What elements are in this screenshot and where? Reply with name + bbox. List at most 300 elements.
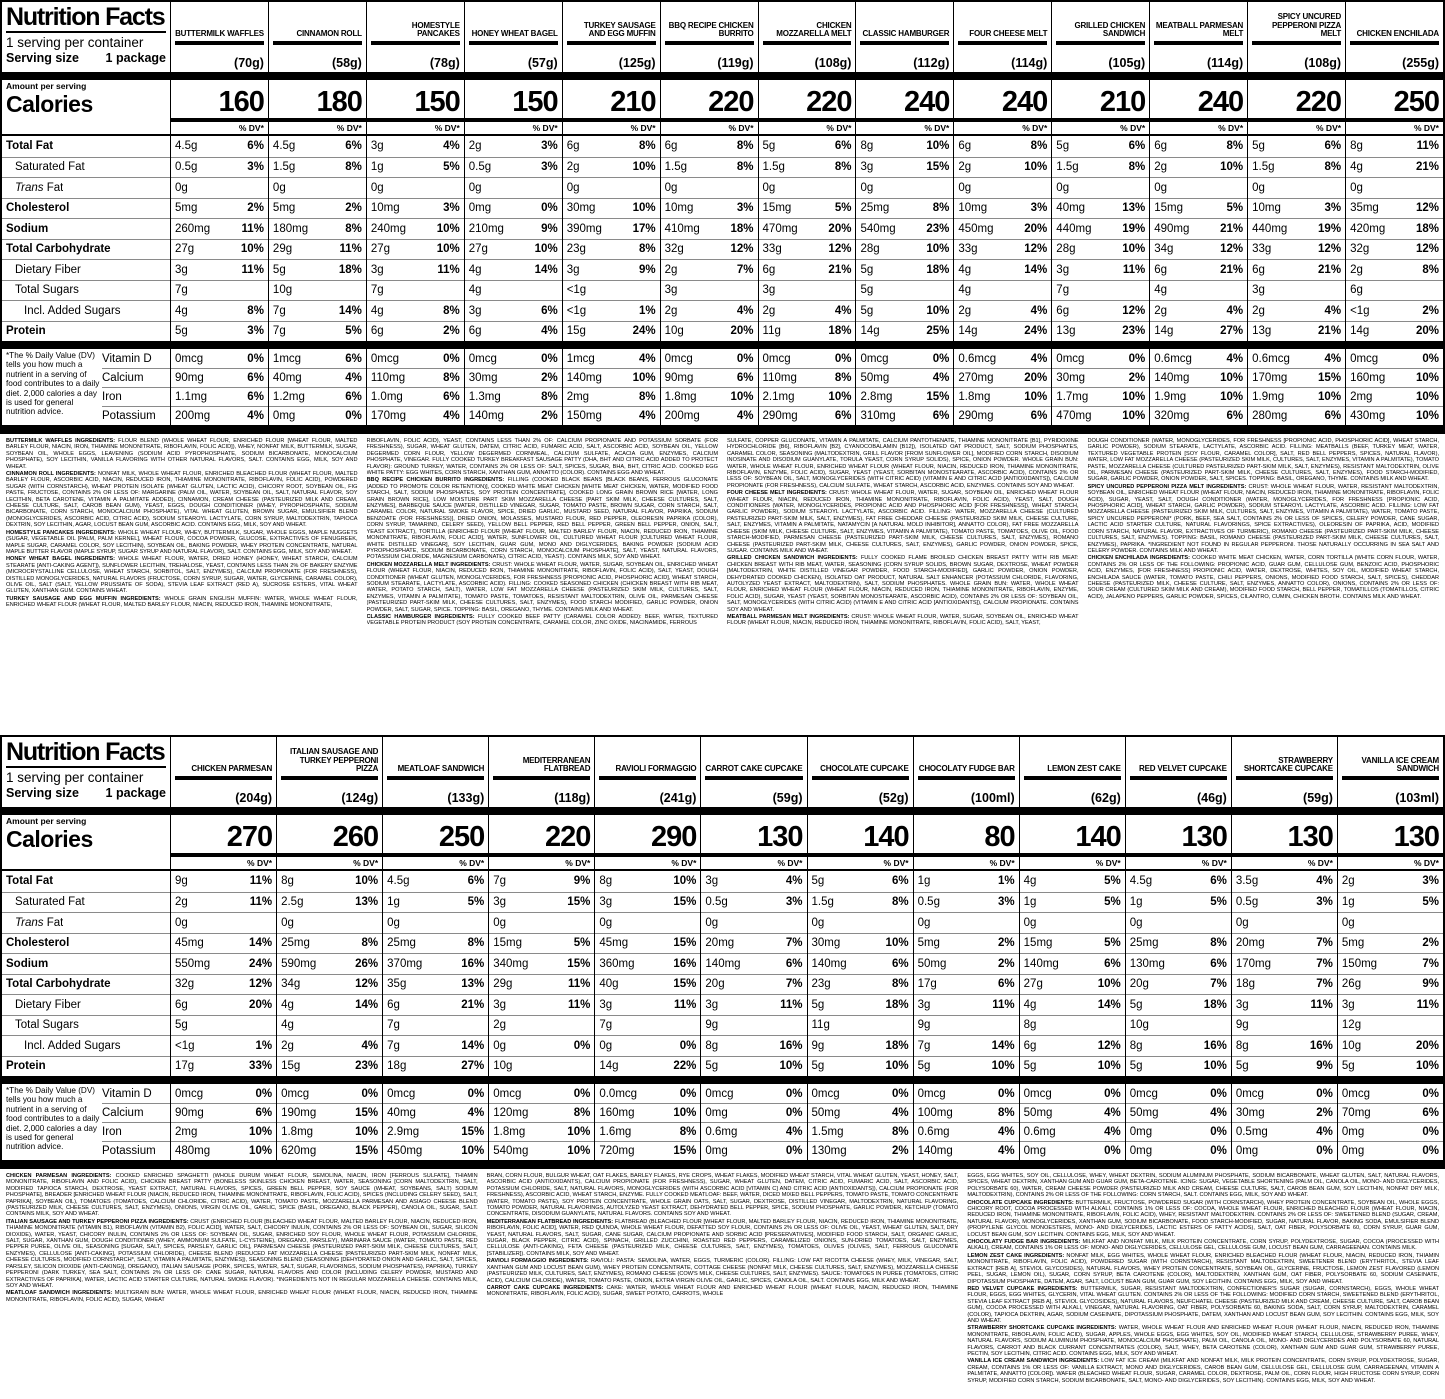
label-header — [2, 2, 170, 72]
nutrient-value-row — [1020, 871, 1125, 892]
vitamin-value-row — [1232, 1141, 1337, 1160]
nutrient-daily-value: 24% — [249, 957, 273, 970]
nutrient-amount: 3g — [917, 998, 931, 1011]
product-column-meatball-parmesan-melt — [1149, 2, 1247, 432]
nutrient-value-row — [1232, 953, 1337, 974]
vitamin-value-row — [914, 1141, 1019, 1160]
nutrient-daily-value: 9% — [573, 875, 591, 888]
product-name: CLASSIC HAMBURGER — [862, 29, 950, 39]
separator-bar — [1346, 341, 1443, 349]
nutrient-value-row — [661, 239, 758, 260]
ingredients-paragraph: STRAWBERRY SHORTCAKE CUPCAKE INGREDIENTS: WATER, WHOLE WHEAT FLOUR AND ENRICHED WHEAT FLOUR (WHEAT FLOUR, NIACIN, REDUCED IRON, THIAMINE MONONITRATE, RIBOFLAVIN, FOLIC ACID), SUGAR, APPLES, WHOLE EGGS, EGG WHITES, SOY OIL, MODIFIED WHEAT STARCH, CELLULOSE, STRAWBERRY PUREE, WHEY, NATURAL FLAVORS, SODIUM ALUMINUM PHOSPHATE, MONOCALCIUM PHOSPHATE), PALM OIL, CANOLA OIL, MONO- AND DIGLYCERIDES AND POLYSORBATE 60, NATURAL FLAVORS, CARROT AND BLACK CURRANT CONCENTRATES (COLOR), SALT, WHEY, BETA CAROTENE (COLOR), XANTHAN GUM AND GUAR GUM, STRAWBERRY PUREE, PECTIN, SOY LECITHIN, CITRIC ACID. CONTAINS EGG, MILK, SOY AND WHEAT. — [967, 1325, 1440, 1357]
vitamin-value-row — [277, 1141, 382, 1160]
nutrient-amount: 0g — [599, 1039, 613, 1052]
nutrient-value-row — [661, 198, 758, 219]
vitamin-daily-value: 0% — [1104, 1087, 1121, 1100]
vitamin-value-row — [489, 1122, 594, 1141]
vitamin-amount: 2.1mg — [762, 391, 795, 403]
nutrient-daily-value: 10% — [885, 937, 909, 950]
separator-bar — [759, 341, 856, 349]
product-header — [367, 2, 464, 72]
calories-label: Calories — [6, 91, 93, 117]
product-calories-value: 260 — [277, 815, 382, 857]
product-name: MEDITERRANEAN FLATBREAD — [522, 755, 591, 774]
nutrient-value-row — [1126, 892, 1231, 913]
vitamin-daily-value: 10% — [1415, 410, 1439, 422]
nutrient-value-row — [1346, 300, 1443, 321]
nutrient-daily-value: 3% — [998, 896, 1015, 909]
vitamin-value-row — [367, 368, 464, 387]
ingredients-heading: MEATBALL PARMESAN MELT INGREDIENTS: — [727, 613, 852, 620]
vitamin-amount: 1mcg — [566, 352, 595, 365]
panel-entrees-and-desserts — [0, 735, 1445, 1399]
serving-size-value: 1 package — [105, 786, 166, 800]
nutrient-value-row — [367, 239, 464, 260]
nutrient-amount: 25mg — [387, 937, 416, 950]
vitamin-value-row — [595, 1122, 700, 1141]
nutrient-value-row — [171, 280, 268, 301]
nutrient-amount: 3g — [1252, 284, 1265, 297]
nutrient-daily-value: 18% — [1415, 222, 1439, 235]
vitamin-value-row — [914, 1084, 1019, 1103]
vitamin-daily-value: 10% — [249, 1126, 273, 1138]
vitamin-value-row — [563, 349, 660, 368]
nutrient-value-row — [1346, 157, 1443, 178]
ingredients-paragraph: BUTTERMILK WAFFLES INGREDIENTS: FLOUR BLEND (WHOLE WHEAT FLOUR, ENRICHED FLOUR [WHEAT FLOUR, MALTED BARLEY FLOUR, NIACIN, IRON, THIAMINE MONONITRATE, RIBOFLAVIN, FOLIC ACID]), WHEY, NONFAT MILK, BUTTERMILK, SUGAR, SOYBEAN OIL, WHOLE EGGS, LEAVENING (SODIUM ACID PYROPHOSPHATE, SODIUM BICARBONATE, MONOCALCIUM PHOSPHATE), SOY LECITHIN, VANILLA FLAVORING WITH OTHER NATURAL FLAVORS, SALT. CONTAINS EGG, MILK, SOY AND WHEAT. — [6, 438, 358, 470]
nutrient-amount: 0g — [1252, 181, 1265, 194]
nutrient-amount: 30mg — [566, 202, 596, 215]
nutrient-amount: 4g — [281, 1019, 294, 1032]
vitamin-daily-value: 10% — [461, 1145, 485, 1157]
nutrient-amount: 0.5g — [175, 161, 198, 174]
separator-bar — [171, 807, 276, 815]
nutrient-amount: 30mg — [811, 937, 841, 950]
vitamin-daily-value: 4% — [638, 410, 656, 422]
nutrient-amount: 6g — [1056, 304, 1070, 317]
nutrient-value-row — [269, 321, 366, 342]
product-calories-value: 150 — [367, 80, 464, 122]
nutrient-amount: 360mg — [599, 957, 635, 970]
serving-size-value: 1 package — [105, 51, 166, 65]
nutrient-value-row — [489, 912, 594, 933]
nutrient-amount: 2g — [281, 1039, 294, 1052]
nutrient-amount: 4g — [958, 263, 972, 276]
vitamin-value-row — [489, 1141, 594, 1160]
nutrient-amount: 0g — [664, 181, 678, 194]
product-column-strawberry-shortcake-cupcake — [1231, 737, 1337, 1167]
nutrient-daily-value: 18% — [926, 263, 950, 276]
nutrient-amount: 4g — [468, 263, 482, 276]
nutrient-amount: 420mg — [1350, 222, 1386, 235]
nutrient-daily-value: 0% — [573, 1039, 591, 1052]
product-calories-value: 240 — [1150, 80, 1247, 122]
nutrient-value-row — [1052, 239, 1149, 260]
nutrient-value-row — [367, 321, 464, 342]
nutrient-daily-value: 12% — [1024, 243, 1048, 256]
nutrient-value-row — [269, 198, 366, 219]
nutrient-value-row — [595, 1015, 700, 1036]
vitamin-value-row — [759, 368, 856, 387]
product-calories-value: 220 — [759, 80, 856, 122]
vitamin-value-row — [1338, 1141, 1443, 1160]
nutrient-label: Dietary Fiber — [15, 998, 81, 1011]
nutrient-amount: 1g — [387, 896, 400, 909]
end-bar — [1338, 1160, 1443, 1167]
nutrient-daily-value: 6% — [891, 875, 909, 888]
nutrient-value-row — [701, 912, 806, 933]
nutrient-daily-value: 8% — [1226, 140, 1244, 153]
vitamin-amount: 0.6mcg — [958, 352, 997, 365]
nutrient-amount: 4g — [958, 284, 972, 297]
vitamin-amount: 30mg — [1235, 1107, 1265, 1119]
nutrient-daily-value: 8% — [345, 161, 362, 174]
separator-bar — [367, 341, 464, 349]
nutrient-amount: 0.5g — [468, 161, 492, 174]
end-bar — [1020, 1160, 1125, 1167]
nutrient-value-row — [661, 280, 758, 301]
vitamin-amount: 130mg — [811, 1145, 847, 1157]
product-column-ravioli-formaggio — [594, 737, 700, 1167]
product-name: HONEY WHEAT BAGEL — [471, 29, 558, 39]
nutrient-daily-value: 18% — [1203, 998, 1227, 1011]
dv-header: % DV* — [277, 857, 382, 871]
vitamin-value-row — [1126, 1103, 1231, 1122]
nutrient-value-row — [1150, 136, 1247, 157]
nutrient-amount: 23g — [566, 243, 586, 256]
vitamin-value-row — [856, 387, 953, 406]
nutrient-label-bold: Cholesterol — [6, 202, 70, 215]
ingredients-heading: CHOCOLATY FUDGE BAR INGREDIENTS: — [967, 1239, 1083, 1246]
vitamin-daily-value: 4% — [1210, 1107, 1227, 1119]
nutrient-value-row — [171, 933, 276, 954]
nutrient-daily-value: 6% — [1210, 957, 1227, 970]
product-header — [171, 2, 268, 72]
nutrient-value-row — [1052, 259, 1149, 280]
nutrient-amount: 540mg — [860, 222, 896, 235]
nutrient-amount: 3g — [664, 284, 678, 297]
nutrient-amount: 15mg — [493, 937, 523, 950]
vitamin-daily-value: 10% — [1220, 372, 1244, 384]
vitamin-value-row — [1150, 406, 1247, 425]
vitamin-amount: 0mg — [1129, 1126, 1153, 1138]
vitamin-names — [102, 349, 170, 425]
nutrient-value-row — [489, 1056, 594, 1077]
nutrient-value-row — [367, 136, 464, 157]
vitamin-daily-value: 0% — [1316, 1145, 1333, 1157]
nutrient-amount: 10mg — [664, 202, 694, 215]
end-bar — [383, 1160, 488, 1167]
nutrient-amount: 6g — [387, 998, 400, 1011]
nutrient-daily-value: 21% — [1220, 263, 1244, 276]
nutrient-amount: 0g — [1154, 181, 1168, 194]
nutrient-amount: 3g — [705, 875, 719, 888]
separator-bar — [1248, 72, 1345, 80]
vitamin-daily-value: 0% — [998, 1087, 1015, 1100]
vitamin-daily-value: 6% — [247, 391, 264, 403]
nutrient-amount: 5g — [1341, 1060, 1355, 1073]
nutrient-amount: 45mg — [175, 937, 204, 950]
vitamin-value-row — [701, 1103, 806, 1122]
nutrient-amount: 14g — [599, 1060, 619, 1073]
nutrient-daily-value: 10% — [240, 243, 264, 256]
nutrient-value-row — [277, 1035, 382, 1056]
vitamin-amount: 0mcg — [917, 1087, 946, 1100]
nutrient-daily-value: 13% — [355, 896, 379, 909]
nutrient-daily-value: 5% — [443, 161, 460, 174]
vitamin-amount: 1.1mg — [175, 391, 207, 403]
vitamin-amount: 40mg — [272, 372, 302, 384]
vitamin-value-row — [759, 349, 856, 368]
vitamin-value-row — [595, 1084, 700, 1103]
product-serving-size: (78g) — [429, 56, 460, 70]
nutrient-label-row — [2, 321, 170, 342]
separator-bar — [1052, 341, 1149, 349]
separator-bar — [277, 807, 382, 815]
nutrient-daily-value: 11% — [241, 263, 264, 276]
nutrient-amount: 45mg — [599, 937, 629, 950]
separator-bar — [1150, 72, 1247, 80]
nutrient-daily-value: 8% — [247, 304, 264, 317]
nutrient-daily-value: 16% — [461, 957, 485, 970]
nutrient-daily-value: 16% — [779, 1039, 803, 1052]
vitamin-label: Calcium — [102, 368, 170, 387]
vitamin-value-row — [465, 406, 562, 425]
separator-bar — [701, 807, 806, 815]
end-bar — [1232, 1160, 1337, 1167]
nutrient-value-row — [171, 1035, 276, 1056]
nutrient-daily-value: 1% — [998, 875, 1015, 888]
dv-header: % DV* — [954, 122, 1051, 136]
nutrient-label-row — [2, 198, 170, 219]
nutrient-amount: 6g — [664, 140, 678, 153]
product-serving-size: (255g) — [1402, 56, 1439, 70]
nutrient-amount: 14g — [1350, 325, 1370, 338]
vitamin-daily-value: 8% — [573, 1107, 591, 1119]
nutrient-label-bold: Cholesterol — [6, 937, 70, 950]
vitamin-daily-value: 0% — [1422, 1126, 1439, 1138]
nutrient-value-row — [1346, 280, 1443, 301]
nutrient-amount: 9g — [811, 1039, 825, 1052]
ingredients-paragraph: HONEY WHEAT BAGEL INGREDIENTS: WHOLE WHEAT FLOUR, WATER, DRIED HONEY (HONEY, WHEAT STARCH, CALCIUM STEARATE [ANTI-CAKING AGENT]), SUNFLOWER LECITHIN, TREHALOSE, YEAST, CONTAINS LESS THAN 2% OF BAKERY ENZYME (MICROCRYSTALLINE CELLULOSE, WHEAT STARCH, SORBITOL, SALT, ENZYMES), CALCIUM PROPIONATE (FOR FRESHNESS), DISTILLED MONOGLYCERIDES, NATURAL FLAVORS (FRUCTOSE, CORN SYRUP, SUGAR, WATER, GLYCERINE, CARAMEL COLOR), OLIVE OIL, SALT (SALT, YELLOW PRUSSIATE OF SODA), STEVIA LEAF EXTRACT (RED A), SUCROSE ESTERS, VITAL WHEAT GLUTEN, XANTHAN GUM. CONTAINS WHEAT. — [6, 556, 358, 595]
nutrient-label-row — [2, 300, 170, 321]
nutrient-value-row — [1338, 974, 1443, 995]
vitamin-value-row — [759, 406, 856, 425]
separator-bar — [465, 341, 562, 349]
vitamin-value-row — [563, 368, 660, 387]
nutrient-amount: 10mg — [1252, 202, 1281, 215]
nutrient-value-row — [759, 136, 856, 157]
nutrient-amount: 0g — [370, 181, 384, 194]
product-serving-size: (103ml) — [1395, 791, 1439, 805]
vitamin-amount: 290mg — [958, 410, 994, 422]
ingredients-heading: TURKEY SAUSAGE AND EGG MUFFIN INGREDIENTS: — [6, 595, 165, 602]
product-serving-size: (124g) — [341, 791, 379, 805]
vitamin-amount: 1.9mg — [1154, 391, 1187, 403]
nutrient-daily-value: 11% — [1416, 140, 1439, 153]
vitamin-daily-value: 2% — [891, 1145, 909, 1157]
nutrient-daily-value: 6% — [1210, 875, 1227, 888]
nutrient-value-row — [759, 280, 856, 301]
nutrient-value-row — [171, 300, 268, 321]
vitamin-daily-value: 4% — [891, 1107, 909, 1119]
nutrient-value-row — [171, 1056, 276, 1077]
nutrient-value-row — [808, 1056, 913, 1077]
nutrient-amount: 0g — [175, 916, 188, 929]
nutrient-daily-value: 12% — [1122, 304, 1146, 317]
vitamin-daily-value: 8% — [891, 1126, 909, 1138]
nutrient-amount: 5g — [1129, 1060, 1143, 1073]
separator-bar — [2, 72, 170, 80]
nutrient-daily-value: 14% — [461, 1039, 485, 1052]
vitamin-amount: 320mg — [1154, 410, 1190, 422]
nutrient-daily-value: 12% — [1318, 243, 1342, 256]
ingredients-paragraph: CHOCOLATE CUPCAKE INGREDIENTS: BUTTERMILK, FRUCTOSE, POWDERED SUGAR (WITH CORNSTARCH), WHEY PROTEIN CONCENTRATE, SOYBEAN OIL, WHOLE EGGS, CHICORY ROOT, COCOA PROCESSED WITH ALKALI. CONTAINS 1% OR LESS OF: COCOA, WHOLE WHEAT FLOUR, ENRICHED BLEACHED FLOUR (WHEAT FLOUR, NIACIN, REDUCED IRON, THIAMINE MONONITRATE, RIBOFLAVIN, FOLIC ACID), WHEY, RESISTANT MALTODEXTRIN. CONTAINS 2% OR LESS OF: SWEETENED BLEND (SUGAR, CREAM, NATURAL FLAVOR), MONOGLYCERIDES, XANTHAN GUM, SODIUM BICARBONATE, FOOD STARCH-MODIFIED, SUGAR, NATURAL FLAVOR, BAKING SODA, EMULSIFIER BLEND (PROPYLENE GLYCOL MONOESTERS, MONO- AND DIGLYCERIDES, LACTIC ESTERS OF FATTY ACIDS), SALT, OAT FIBER, POLYSORBATE 60, CORN SYRUP, GUAR GUM, LOCUST BEAN GUM, SOY LECITHIN. CONTAINS EGG, MILK, SOY AND WHEAT. — [967, 1199, 1440, 1238]
nutrient-value-row — [808, 994, 913, 1015]
product-column-chicken-parmesan — [170, 737, 276, 1167]
product-name: BUTTERMILK WAFFLES — [175, 29, 264, 39]
vitamin-daily-value: 6% — [1324, 410, 1342, 422]
nutrient-daily-value: 9% — [1316, 1060, 1333, 1073]
product-calories-value: 140 — [1020, 815, 1125, 857]
nutrient-amount: 2g — [1154, 304, 1168, 317]
nutrient-value-row — [1052, 177, 1149, 198]
nutrient-amount: 0g — [599, 916, 613, 929]
nutrient-amount: 2.5g — [281, 896, 304, 909]
nutrient-amount: 470mg — [762, 222, 798, 235]
nutrient-value-row — [1232, 933, 1337, 954]
nutrient-label-bold: Protein — [6, 1060, 46, 1073]
nutrient-daily-value: 15% — [567, 896, 591, 909]
nutrient-value-row — [489, 892, 594, 913]
nutrient-amount: 0g — [762, 181, 776, 194]
nutrient-daily-value: 21% — [1220, 222, 1244, 235]
nutrient-daily-value: 7% — [785, 937, 803, 950]
nutrient-amount: 35g — [387, 978, 407, 991]
nutrient-value-row — [1232, 912, 1337, 933]
nutrient-value-row — [171, 218, 268, 239]
nutrient-value-row — [954, 239, 1051, 260]
vitamin-value-row — [367, 406, 464, 425]
vitamin-value-row — [269, 387, 366, 406]
vitamin-daily-value: 10% — [1122, 391, 1146, 403]
nutrient-label — [6, 958, 48, 970]
vitamins-label-area — [2, 1084, 170, 1160]
nutrient-amount: 1g — [370, 161, 384, 174]
nutrient-value-row — [1126, 994, 1231, 1015]
nutrient-amount: 7g — [175, 284, 188, 297]
nutrient-value-row — [563, 239, 660, 260]
vitamin-value-row — [1346, 349, 1443, 368]
vitamin-value-row — [171, 368, 268, 387]
nutrient-daily-value: 14% — [991, 1039, 1015, 1052]
nutrient-daily-value: 14% — [534, 263, 558, 276]
nutrient-value-row — [563, 198, 660, 219]
vitamin-daily-value: 15% — [1318, 372, 1342, 384]
separator-bar — [465, 72, 562, 80]
nutrient-amount: 4g — [1023, 998, 1037, 1011]
nutrient-value-row — [856, 198, 953, 219]
vitamin-amount: 1.2mg — [272, 391, 305, 403]
vitamin-value-row — [1052, 349, 1149, 368]
ingredients-column — [727, 438, 1079, 730]
nutrient-amount: 340mg — [493, 957, 529, 970]
vitamin-value-row — [277, 1122, 382, 1141]
product-column-mediterranean-flatbread — [488, 737, 594, 1167]
product-calories-value: 210 — [563, 80, 660, 122]
product-name: RED VELVET CUPCAKE — [1139, 764, 1227, 774]
separator-bar — [563, 72, 660, 80]
nutrient-value-row — [171, 198, 268, 219]
nutrient-value-row — [1126, 1056, 1231, 1077]
product-header — [1052, 2, 1149, 72]
nutrient-label: Total Sugars — [15, 284, 79, 297]
nutrient-value-row — [383, 1056, 488, 1077]
nutrient-daily-value: 8% — [1030, 140, 1048, 153]
nutrient-value-row — [661, 177, 758, 198]
nutrient-amount: 10g — [1341, 1039, 1362, 1052]
end-bar — [1126, 1160, 1231, 1167]
separator-bar — [1150, 341, 1247, 349]
vitamin-daily-value: 6% — [1030, 410, 1048, 422]
vitamin-daily-value: 4% — [638, 352, 656, 365]
nutrient-value-row — [1338, 1056, 1443, 1077]
dv-header: % DV* — [269, 122, 366, 136]
product-serving-size: (59g) — [772, 791, 803, 805]
product-header — [1232, 737, 1337, 807]
separator-bar — [595, 807, 700, 815]
nutrient-daily-value: 0% — [679, 1039, 697, 1052]
vitamin-daily-value: 10% — [1318, 391, 1342, 403]
nutrient-value-row — [269, 136, 366, 157]
vitamin-amount: 0mcg — [493, 1087, 522, 1100]
amount-per-serving-label: Amount per serving — [6, 81, 87, 91]
nutrient-daily-value: 8% — [443, 304, 460, 317]
nutrient-value-row — [954, 259, 1051, 280]
nutrient-label — [6, 140, 53, 152]
ingredients-heading: STRAWBERRY SHORTCAKE CUPCAKE INGREDIENTS: — [967, 1325, 1119, 1332]
nutrient-label-bold: Total Carbohydrate — [6, 243, 111, 256]
product-serving-size: (105g) — [1108, 56, 1146, 70]
nutrient-amount: 10mg — [370, 202, 400, 215]
nutrient-daily-value: 10% — [926, 140, 950, 153]
panel-title: Nutrition Facts — [6, 738, 165, 766]
vitamin-value-row — [277, 1084, 382, 1103]
nutrient-value-row — [1052, 218, 1149, 239]
vitamin-amount: 540mg — [493, 1145, 529, 1157]
nutrient-amount: 550mg — [175, 957, 211, 970]
product-column-homestyle-pancakes — [366, 2, 464, 432]
nutrient-value-row — [171, 136, 268, 157]
nutrient-label-row — [2, 994, 170, 1015]
nutrient-label-bold: Protein — [6, 325, 46, 338]
vitamin-value-row — [171, 1084, 276, 1103]
nutrient-daily-value: 7% — [1316, 978, 1333, 991]
product-name: CHICKEN ENCHILADA — [1356, 29, 1439, 39]
nutrient-daily-value: 4% — [1324, 304, 1342, 317]
separator-bar — [277, 1076, 382, 1084]
vitamin-amount: 0.6mg — [917, 1126, 950, 1138]
vitamin-amount: 0mg — [1023, 1145, 1047, 1157]
vitamin-daily-value: 0% — [573, 1087, 591, 1100]
nutrient-amount: 33g — [958, 243, 978, 256]
nutrient-daily-value: 10% — [355, 875, 379, 888]
nutrient-daily-value: 10% — [779, 1060, 803, 1073]
nutrient-amount: 0g — [468, 181, 482, 194]
nutrient-amount: 4.5g — [1129, 875, 1153, 888]
nutrient-amount: 1.5g — [664, 161, 687, 174]
vitamin-daily-value: 10% — [567, 1126, 591, 1138]
nutrient-amount: 34g — [1154, 243, 1174, 256]
